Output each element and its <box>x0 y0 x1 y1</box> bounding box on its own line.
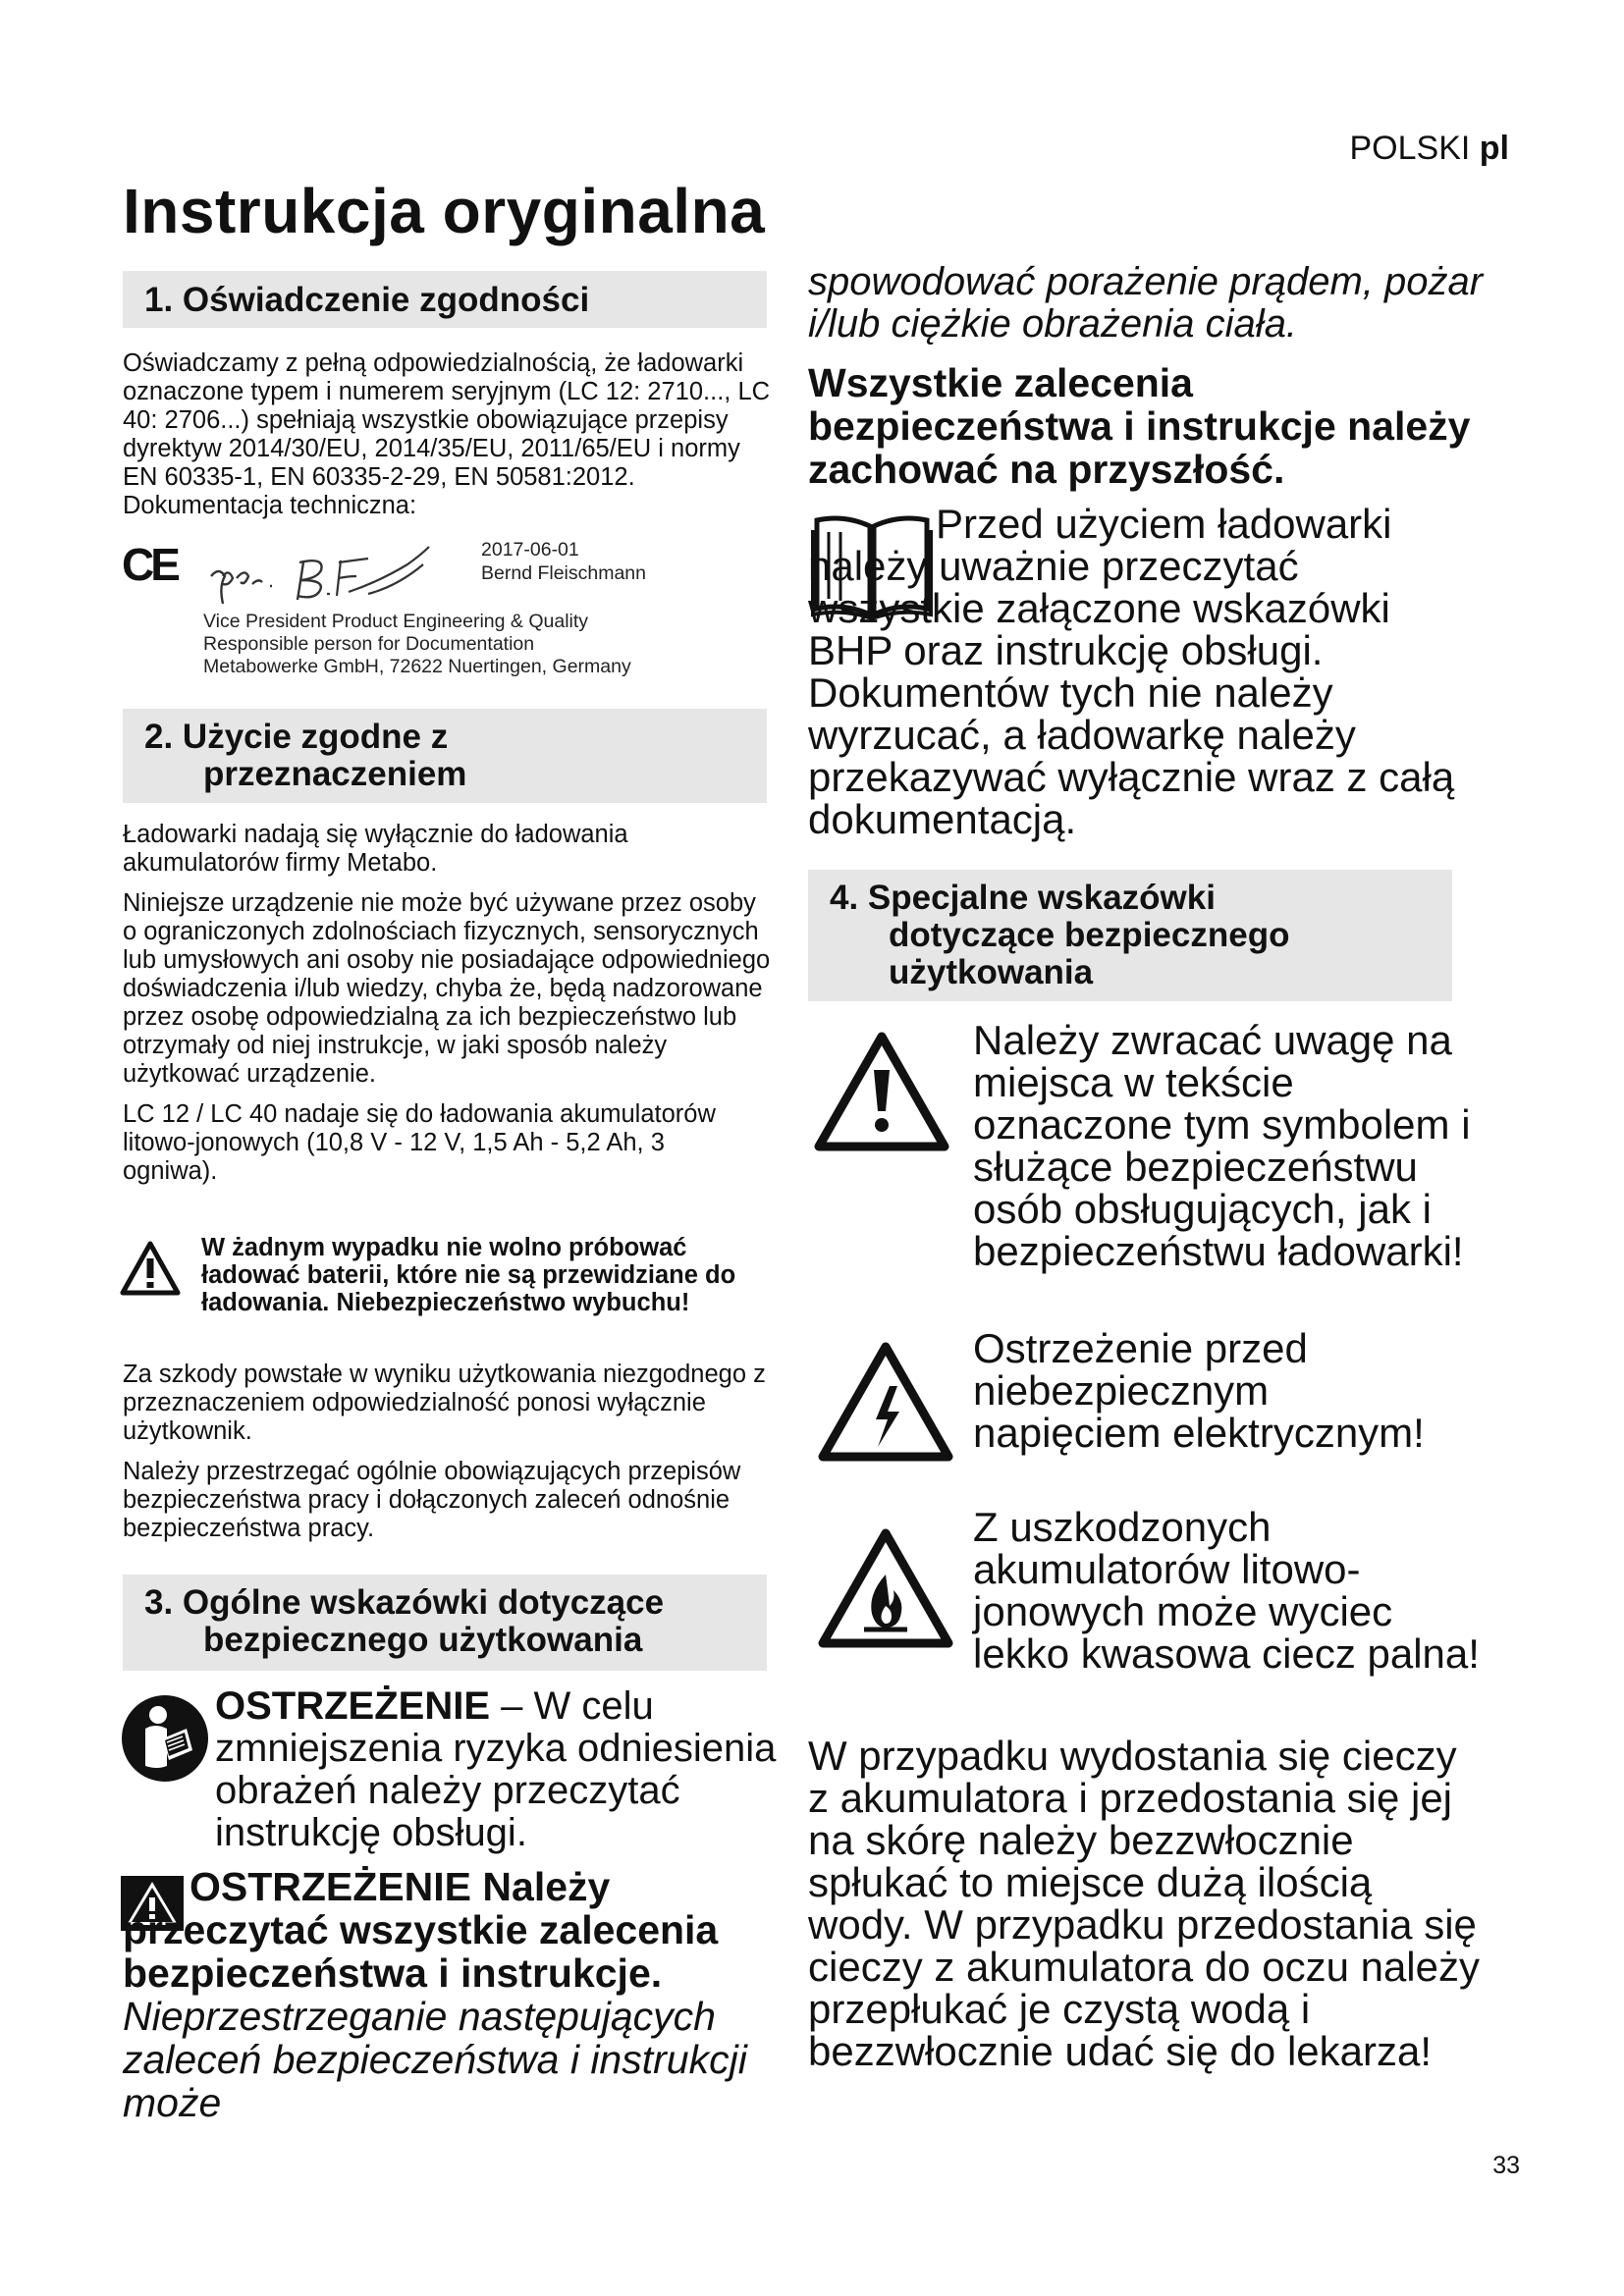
section3-warning1: OSTRZEŻENIE – W celu zmniejszenia ryzyka odniesienia obrażeń należy przeczytać instrukcję obsługi. <box>215 1684 777 1854</box>
section2-para-5: Należy przestrzegać ogólnie obowiązujących przepisów bezpieczeństwa pracy i dołączonych zaleceń odnośnie bezpieczeństwa pracy. <box>123 1458 741 1542</box>
read-manual-person-icon <box>120 1693 210 1784</box>
signature-signer-role: Responsible person for Documentation <box>203 633 535 655</box>
first-aid-text: W przypadku wydostania się cieczy z akumulatora i przedostania się jej na skórę należy bezzwłocznie spłukać to miejsce dużą ilością wody. W przypadku przedostania się cieczy z akumulatora do oczu należy przepłukać je czystą wodą i bezzwłocznie udać się do lekarza! <box>808 1733 1480 2074</box>
section2-para-1: Ładowarki nadają się wyłącznie do ładowania akumulatorów firmy Metabo. <box>123 821 628 877</box>
fire-text: Z uszkodzonych akumulatorów litowo-jonowych może wyciec lekko kwasowa ciecz palna! <box>973 1504 1480 1677</box>
ce-mark: CE <box>122 539 177 590</box>
page-title: Instrukcja oryginalna <box>123 176 766 246</box>
section1-body: Oświadczamy z pełną odpowiedzialnością, że ładowarki oznaczone typem i numerem seryjnym (LC 12: 2710..., LC 40: 2706...) spełniają wszystkie obowiązujące przepisy dyrektyw 2014/30/EU, 2014/35/EU, 2011/65/EU i normy EN 60335-1, EN 60335-2-29, EN 50581:2012. Dokumentacja techniczna: <box>123 349 771 519</box>
section2-body <box>123 821 776 1198</box>
keep-instructions: Wszystkie zalecenia bezpieczeństwa i instrukcje należy zachować na przyszłość. <box>808 360 1471 492</box>
section3-warning2: OSTRZEŻENIE Należy przeczytać wszystkie zalecenia bezpieczeństwa i instrukcje. Nieprzestrzeganie następujących zaleceń bezpieczeństwa i instrukcji może <box>123 1864 747 2125</box>
section2-para-2: Niniejsze urządzenie nie może być używane przez osoby o ograniczonych zdolnościach fizycznych, sensorycznych lub umysłowych ani osoby nie posiadające odpowiedniego doświadczenia i/lub wiedzy, chyba że, będą nadzorowane przez osobę odpowiedzialną za ich bezpieczeństwo lub otrzymały od niej instrukcje, w jaki sposób należy użytkować urządzenie. <box>123 889 771 1088</box>
section2-para-4: Za szkody powstałe w wyniku użytkowania niezgodnego z przeznaczeniem odpowiedzialność ponosi wyłącznie użytkownik. <box>123 1361 766 1445</box>
section2-heading: 2. Użycie zgodne z przeznaczeniem <box>123 709 767 803</box>
signature-signer-title: Vice President Product Engineering & Quality <box>203 611 589 632</box>
section4-heading: 4. Specjalne wskazówki dotyczące bezpiecznego użytkowania <box>808 870 1452 1001</box>
read-manual-text: Przed użyciem ładowarki należy uważnie przeczytać wszystkie załączone wskazówki BHP oraz instrukcję obsługi. Dokumentów tych nie należy wyrzucać, a ładowarkę należy przekazywać wyłącznie wraz z całą dokumentacją. <box>808 501 1455 842</box>
section3-heading: 3. Ogólne wskazówki dotyczące bezpiecznego użytkowania <box>123 1575 767 1671</box>
section2-para-3: LC 12 / LC 40 nadaje się do ładowania akumulatorów litowo-jonowych (10,8 V - 12 V, 1,5 Ah - 5,2 Ah, 3 ogniwa). <box>123 1100 716 1185</box>
signature-signer: Bernd Fleischmann <box>481 562 646 584</box>
section1-heading: 1. Oświadczenie zgodności <box>123 271 767 328</box>
section2-more <box>123 1361 776 1555</box>
signature-company: Metabowerke GmbH, 72622 Nuertingen, Germany <box>203 656 631 677</box>
section3-warning2-continued: spowodować porażenie prądem, pożar i/lub ciężkie obrażenia ciała. <box>808 260 1484 346</box>
language-label: POLSKI pl <box>1349 130 1509 167</box>
page-number: 33 <box>1492 2152 1520 2179</box>
section2-warning: W żadnym wypadku nie wolno próbować ładować baterii, które nie są przewidziane do ładowania. Niebezpieczeństwo wybuchu! <box>201 1234 736 1316</box>
attention-text: Należy zwracać uwagę na miejsca w tekście oznaczone tym symbolem i służące bezpieczeństwu osób obsługujących, jak i bezpieczeństwu ładowarki! <box>973 1017 1471 1274</box>
signature <box>201 535 466 609</box>
signature-date: 2017-06-01 <box>481 539 579 561</box>
warning-triangle-icon <box>120 1241 181 1296</box>
voltage-triangle-icon <box>817 1341 954 1463</box>
voltage-text: Ostrzeżenie przed niebezpiecznym napięciem elektrycznym! <box>973 1325 1425 1456</box>
